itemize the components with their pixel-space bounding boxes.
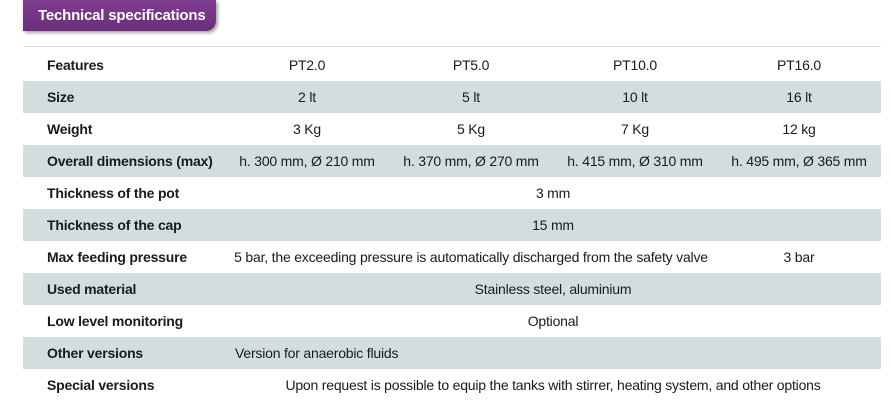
row-label: Special versions <box>47 377 155 393</box>
section-title: Technical specifications <box>38 7 206 24</box>
cell-value: 2 lt <box>225 81 389 113</box>
cell-value: 7 Kg <box>621 121 649 137</box>
cell-value: h. 495 mm, Ø 365 mm <box>717 145 881 177</box>
table-row-pot-thickness <box>23 177 881 209</box>
table-row-material <box>23 273 881 305</box>
model-pt5: PT5.0 <box>452 57 490 73</box>
table-row-low-level <box>23 305 881 337</box>
cell-value: 12 kg <box>782 121 816 137</box>
cell-value: h. 300 mm, Ø 210 mm <box>225 145 389 177</box>
row-label: Weight <box>47 121 93 137</box>
cell-value: 5 lt <box>389 81 553 113</box>
cell-value: 15 mm <box>225 209 881 241</box>
model-pt2: PT2.0 <box>288 57 326 73</box>
table-header-row <box>23 49 881 81</box>
table-top-divider <box>23 46 881 47</box>
cell-value: 10 lt <box>553 81 717 113</box>
cell-value: 3 Kg <box>293 121 321 137</box>
cell-value: 5 bar, the exceeding pressure is automatically discharged from the safety valve <box>234 249 708 265</box>
cell-value: Stainless steel, aluminium <box>225 273 881 305</box>
features-header: Features <box>47 57 104 73</box>
table-row-max-pressure <box>23 241 881 273</box>
model-pt16: PT16.0 <box>777 57 821 73</box>
table-row-cap-thickness <box>23 209 881 241</box>
table-row-other-versions <box>23 337 881 369</box>
model-pt10: PT10.0 <box>613 57 657 73</box>
row-label: Other versions <box>23 337 225 369</box>
row-label: Max feeding pressure <box>47 249 187 265</box>
section-title-tab <box>23 0 216 31</box>
table-row-dimensions <box>23 145 881 177</box>
cell-value: h. 370 mm, Ø 270 mm <box>389 145 553 177</box>
cell-value: 5 Kg <box>457 121 485 137</box>
table-row-size <box>23 81 881 113</box>
table-row-special-versions <box>23 369 881 401</box>
cell-value: Upon request is possible to equip the tanks with stirrer, heating system, and other options <box>285 377 821 393</box>
cell-value: Version for anaerobic fluids <box>225 337 881 369</box>
cell-value: 16 lt <box>717 81 881 113</box>
row-label: Thickness of the pot <box>47 185 180 201</box>
spec-table <box>23 49 881 401</box>
cell-value: 3 mm <box>535 185 571 201</box>
row-label: Size <box>23 81 225 113</box>
cell-value: 3 bar <box>783 249 815 265</box>
row-label: Thickness of the cap <box>23 209 225 241</box>
cell-value: Optional <box>527 313 579 329</box>
cell-value: h. 415 mm, Ø 310 mm <box>553 145 717 177</box>
row-label: Overall dimensions (max) <box>23 145 225 177</box>
row-label: Low level monitoring <box>47 313 184 329</box>
table-row-weight <box>23 113 881 145</box>
row-label: Used material <box>23 273 225 305</box>
